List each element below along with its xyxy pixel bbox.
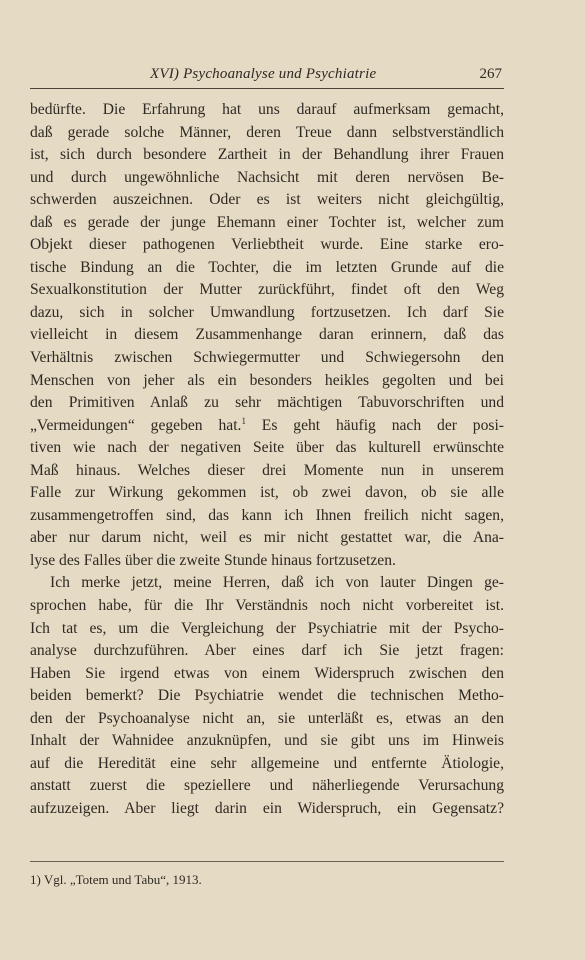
text-line: Ich tat es, um die Vergleichung der Psychiatrie mit der Psycho- xyxy=(30,619,504,637)
footnote-separator xyxy=(30,861,504,862)
text-line: Sexualkonstitution der Mutter zurückführt, findet oft den Weg xyxy=(30,281,504,299)
text-line: analyse durchzuführen. Aber eines darf ich Sie jetzt fragen: xyxy=(30,642,504,660)
text-line: Menschen von jeher als ein besonders heikles gegolten und bei xyxy=(30,371,504,389)
footnote: 1) Vgl. „Totem und Tabu“, 1913. xyxy=(30,872,202,887)
text-fragment: Es geht häufig nach der posi- xyxy=(245,416,504,434)
page-number: 267 xyxy=(479,66,502,82)
page-header xyxy=(30,66,504,89)
text-line: beiden bemerkt? Die Psychiatrie wendet die technischen Metho- xyxy=(30,687,504,705)
text-line: den der Psychoanalyse nicht an, sie unterläßt es, etwas an den xyxy=(30,709,504,727)
text-line: Ich merke jetzt, meine Herren, daß ich von lauter Dingen ge- xyxy=(50,574,504,592)
text-line: schwerden auszeichnen. Oder es ist weiters nicht gleichgültig, xyxy=(30,191,504,209)
text-line: anstatt zuerst die speziellere und näherliegende Verursachung xyxy=(30,777,504,795)
footnote-reference[interactable]: 1 xyxy=(241,415,246,426)
text-line: Falle zur Wirkung gekommen ist, ob zwei davon, ob sie alle xyxy=(30,484,504,502)
text-line: tiven wie nach der negativen Seite über das kulturell erwünschte xyxy=(30,439,504,457)
text-line: den Primitiven Anlaß zu sehr mächtigen Tabuvorschriften und xyxy=(30,394,504,412)
text-line: Haben Sie irgend etwas von einem Widerspruch zwischen den xyxy=(30,664,504,682)
text-line-with-footnote xyxy=(30,415,504,438)
running-title: XVI) Psychoanalyse und Psychiatrie xyxy=(150,66,377,82)
text-line: Maß hinaus. Welches dieser drei Momente nun in unserem xyxy=(30,461,504,479)
text-fragment: „Vermeidungen“ gegeben hat. xyxy=(30,416,242,434)
text-line: Objekt dieser pathogenen Verliebtheit wurde. Eine starke ero- xyxy=(30,236,504,254)
text-line: Verhältnis zwischen Schwiegermutter und Schwiegersohn den xyxy=(30,349,504,367)
text-line: Inhalt der Wahnidee anzuknüpfen, und sie gibt uns im Hinweis xyxy=(30,732,504,750)
text-line: ist, sich durch besondere Zartheit in der Behandlung ihrer Frauen xyxy=(30,146,504,164)
text-line: und durch ungewöhnliche Nachsicht mit deren nervösen Be- xyxy=(30,168,504,186)
text-line: tische Bindung an die Tochter, die im letzten Grunde auf die xyxy=(30,258,504,276)
text-line: bedürfte. Die Erfahrung hat uns darauf aufmerksam gemacht, xyxy=(30,101,504,118)
text-line: zusammengetroffen sind, das kann ich Ihnen freilich nicht sagen, xyxy=(30,506,504,524)
text-line: daß gerade solche Männer, deren Treue dann selbstverständlich xyxy=(30,123,504,141)
text-line: dazu, sich in solcher Umwandlung fortzusetzen. Ich darf Sie xyxy=(30,303,504,321)
text-line: vielleicht in diesem Zusammenhange daran erinnern, daß das xyxy=(30,326,504,344)
text-line: auf die Heredität eine sehr allgemeine und entfernte Ätiologie, xyxy=(30,754,504,772)
body-text xyxy=(30,99,504,821)
text-line: sprochen habe, für die Ihr Verständnis noch nicht vorbereitet ist. xyxy=(30,597,504,615)
text-line: lyse des Falles über die zweite Stunde hinaus fortzusetzen. xyxy=(30,551,396,569)
text-line: aber nur darum nicht, weil es mir nicht gestattet war, die Ana- xyxy=(30,529,504,547)
text-line: daß es gerade der junge Ehemann einer Tochter ist, welcher zum xyxy=(30,213,504,231)
text-line: aufzuzeigen. Aber liegt darin ein Widerspruch, ein Gegensatz? xyxy=(30,799,504,817)
